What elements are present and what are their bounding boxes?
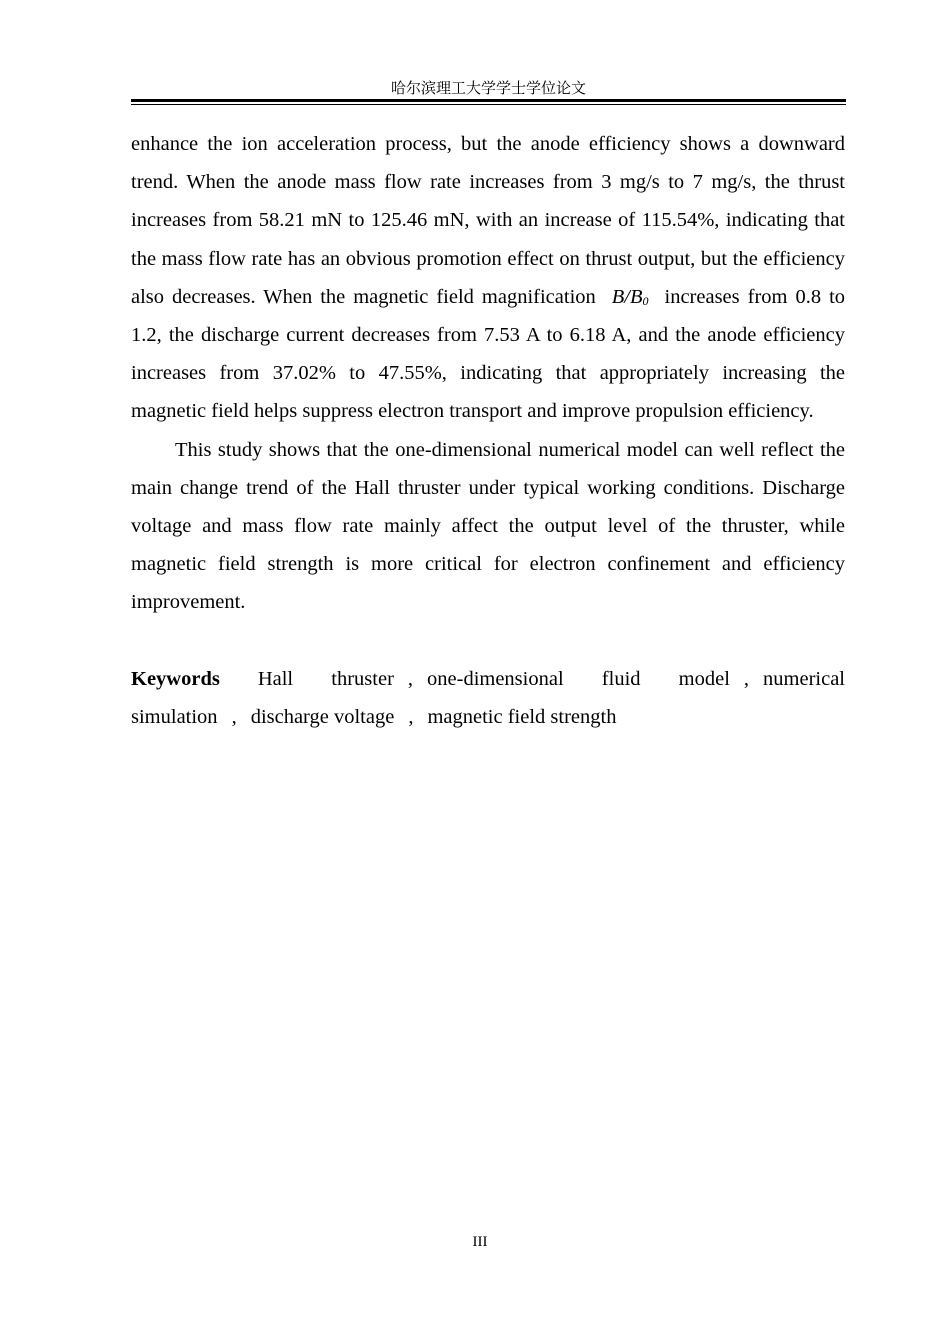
keyword-separator: ,: [743, 667, 750, 690]
running-header: 哈尔滨理工大学学士学位论文: [390, 79, 586, 97]
keyword-item: discharge voltage: [250, 705, 395, 728]
b-over-b0-symbol: [604, 286, 657, 308]
keyword-separator: ,: [407, 667, 414, 690]
abstract-paragraph-2: This study shows that the one-dimensional numerical model can well reflect the main change trend of the Hall thruster under typical working conditions. Discharge voltage and mass flow rate mainly affect the output level of the thruster, while magnetic field strength is more critical for electron confinement and efficiency improvement.: [131, 438, 845, 614]
keyword-item: Hall thruster: [257, 667, 394, 690]
page-number: III: [472, 1234, 488, 1250]
header-rule-thick: [131, 99, 846, 102]
keyword-item: numerical simulation: [131, 667, 845, 728]
abstract-paragraph-1-text-b: increases from 0.8 to 1.2, the discharge current decreases from 7.53 A to 6.18 A, and the anode efficiency increases from 37.02% to 47.55%, indicating that appropriately increasing the magnetic field helps suppress electron transport and improve propulsion efficiency.: [131, 285, 846, 423]
math-base: B/B: [611, 285, 643, 308]
abstract-paragraph-1: [131, 125, 845, 431]
keyword-separator: ,: [408, 705, 414, 728]
keywords-line: [131, 660, 845, 736]
abstract-paragraph-1-text-a: enhance the ion acceleration process, but the anode efficiency shows a downward trend. When the anode mass flow rate increases from 3 mg/s to 7 mg/s, the thrust increases from 58.21 mN to 125.46 mN, with an increase of 115.54%, indicating that the mass flow rate has an obvious promotion effect on thrust output, but the efficiency also decreases. When the magnetic field magnification: [131, 133, 845, 308]
keyword-separator: ,: [231, 705, 237, 728]
keywords-label: Keywords: [131, 667, 220, 690]
math-subscript: 0: [642, 293, 649, 308]
abstract-body: [131, 125, 845, 736]
keyword-item: one-dimensional fluid model: [427, 667, 730, 690]
keyword-item: magnetic field strength: [427, 705, 617, 728]
header-rule-thin: [131, 104, 846, 105]
